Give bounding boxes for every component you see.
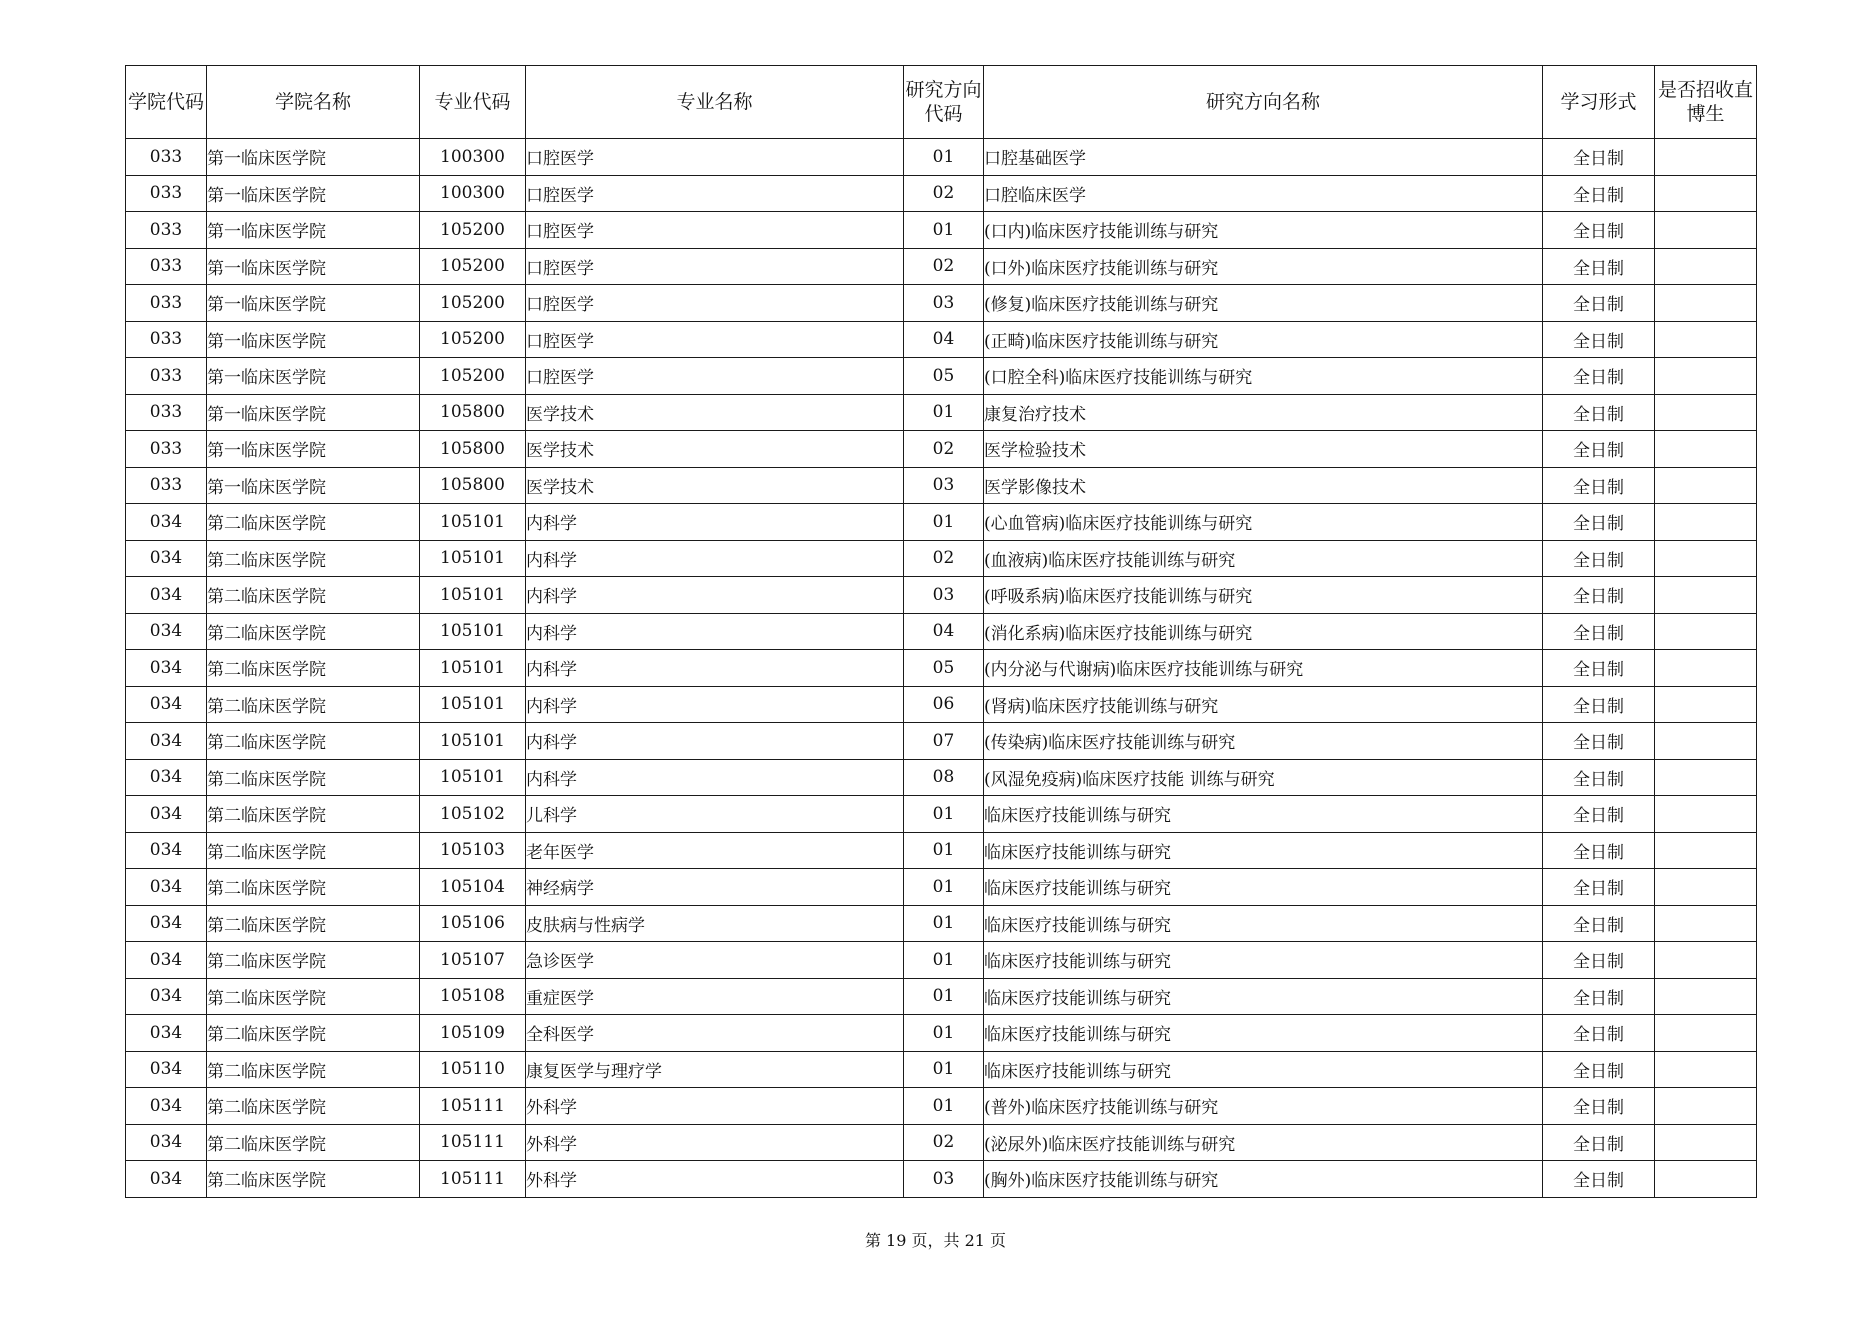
college-code-cell: 033 <box>126 139 207 176</box>
direction-name-cell: (肾病)临床医疗技能训练与研究 <box>984 686 1543 723</box>
major-name-cell: 内科学 <box>526 504 904 541</box>
direction-name-cell: (口外)临床医疗技能训练与研究 <box>984 248 1543 285</box>
study-mode-cell: 全日制 <box>1543 1088 1655 1125</box>
study-mode-cell: 全日制 <box>1543 759 1655 796</box>
direct-phd-cell <box>1655 285 1757 322</box>
major-code-cell: 105101 <box>420 686 526 723</box>
direction-code-cell: 01 <box>904 1088 984 1125</box>
college-code-cell: 034 <box>126 686 207 723</box>
direct-phd-cell <box>1655 613 1757 650</box>
major-code-cell: 105108 <box>420 978 526 1015</box>
major-name-cell: 内科学 <box>526 650 904 687</box>
college-code-cell: 034 <box>126 978 207 1015</box>
study-mode-cell: 全日制 <box>1543 1051 1655 1088</box>
direct-phd-cell <box>1655 1051 1757 1088</box>
college-name-cell: 第二临床医学院 <box>207 504 420 541</box>
college-name-cell: 第一临床医学院 <box>207 285 420 322</box>
table-row <box>126 577 1757 614</box>
major-code-cell: 105800 <box>420 394 526 431</box>
direction-name-cell: (内分泌与代谢病)临床医疗技能训练与研究 <box>984 650 1543 687</box>
direction-code-cell: 01 <box>904 905 984 942</box>
college-code-cell: 033 <box>126 212 207 249</box>
header-major-code: 专业代码 <box>420 66 526 139</box>
table-row <box>126 1088 1757 1125</box>
direct-phd-cell <box>1655 869 1757 906</box>
direct-phd-cell <box>1655 431 1757 468</box>
direct-phd-cell <box>1655 248 1757 285</box>
study-mode-cell: 全日制 <box>1543 248 1655 285</box>
header-college-code: 学院代码 <box>126 66 207 139</box>
college-code-cell: 034 <box>126 905 207 942</box>
major-code-cell: 105101 <box>420 613 526 650</box>
direct-phd-cell <box>1655 139 1757 176</box>
college-name-cell: 第二临床医学院 <box>207 650 420 687</box>
table-row <box>126 650 1757 687</box>
direction-name-cell: 临床医疗技能训练与研究 <box>984 905 1543 942</box>
direction-code-cell: 01 <box>904 796 984 833</box>
direction-code-cell: 01 <box>904 832 984 869</box>
college-code-cell: 034 <box>126 759 207 796</box>
college-code-cell: 033 <box>126 248 207 285</box>
college-name-cell: 第一临床医学院 <box>207 358 420 395</box>
major-name-cell: 内科学 <box>526 577 904 614</box>
major-name-cell: 全科医学 <box>526 1015 904 1052</box>
study-mode-cell: 全日制 <box>1543 467 1655 504</box>
major-name-cell: 外科学 <box>526 1161 904 1198</box>
major-code-cell: 105103 <box>420 832 526 869</box>
study-mode-cell: 全日制 <box>1543 650 1655 687</box>
header-major-name: 专业名称 <box>526 66 904 139</box>
major-name-cell: 口腔医学 <box>526 248 904 285</box>
college-code-cell: 034 <box>126 1015 207 1052</box>
major-name-cell: 儿科学 <box>526 796 904 833</box>
page-number: 第 19 页，共 21 页 <box>864 1231 1007 1250</box>
major-code-cell: 105110 <box>420 1051 526 1088</box>
college-code-cell: 034 <box>126 869 207 906</box>
major-code-cell: 105101 <box>420 504 526 541</box>
direction-name-cell: 口腔基础医学 <box>984 139 1543 176</box>
direction-name-cell: 口腔临床医学 <box>984 175 1543 212</box>
direct-phd-cell <box>1655 686 1757 723</box>
table-row <box>126 394 1757 431</box>
direction-code-cell: 01 <box>904 978 984 1015</box>
college-code-cell: 034 <box>126 1051 207 1088</box>
college-code-cell: 034 <box>126 577 207 614</box>
direction-name-cell: (口内)临床医疗技能训练与研究 <box>984 212 1543 249</box>
college-name-cell: 第一临床医学院 <box>207 321 420 358</box>
major-code-cell: 100300 <box>420 139 526 176</box>
major-code-cell: 105101 <box>420 759 526 796</box>
study-mode-cell: 全日制 <box>1543 613 1655 650</box>
direction-name-cell: 临床医疗技能训练与研究 <box>984 869 1543 906</box>
direct-phd-cell <box>1655 905 1757 942</box>
study-mode-cell: 全日制 <box>1543 139 1655 176</box>
direct-phd-cell <box>1655 1015 1757 1052</box>
table-row <box>126 832 1757 869</box>
table-row <box>126 358 1757 395</box>
college-name-cell: 第二临床医学院 <box>207 796 420 833</box>
college-code-cell: 033 <box>126 285 207 322</box>
major-code-cell: 105800 <box>420 467 526 504</box>
college-name-cell: 第二临床医学院 <box>207 869 420 906</box>
direction-code-cell: 03 <box>904 467 984 504</box>
major-code-cell: 105104 <box>420 869 526 906</box>
direction-code-cell: 04 <box>904 321 984 358</box>
table-row <box>126 1015 1757 1052</box>
direction-code-cell: 01 <box>904 1015 984 1052</box>
direct-phd-cell <box>1655 1124 1757 1161</box>
direction-code-cell: 01 <box>904 869 984 906</box>
direct-phd-cell <box>1655 1088 1757 1125</box>
table-row <box>126 759 1757 796</box>
major-name-cell: 口腔医学 <box>526 285 904 322</box>
college-code-cell: 033 <box>126 394 207 431</box>
college-name-cell: 第二临床医学院 <box>207 540 420 577</box>
direct-phd-cell <box>1655 321 1757 358</box>
major-code-cell: 105107 <box>420 942 526 979</box>
direction-code-cell: 03 <box>904 577 984 614</box>
direct-phd-cell <box>1655 212 1757 249</box>
direction-code-cell: 08 <box>904 759 984 796</box>
college-name-cell: 第二临床医学院 <box>207 723 420 760</box>
college-name-cell: 第二临床医学院 <box>207 1161 420 1198</box>
direction-name-cell: (普外)临床医疗技能训练与研究 <box>984 1088 1543 1125</box>
program-catalog-table <box>125 65 1757 1198</box>
direct-phd-cell <box>1655 504 1757 541</box>
direction-name-cell: 医学影像技术 <box>984 467 1543 504</box>
major-code-cell: 105200 <box>420 358 526 395</box>
direction-name-cell: (消化系病)临床医疗技能训练与研究 <box>984 613 1543 650</box>
study-mode-cell: 全日制 <box>1543 212 1655 249</box>
study-mode-cell: 全日制 <box>1543 905 1655 942</box>
study-mode-cell: 全日制 <box>1543 394 1655 431</box>
direct-phd-cell <box>1655 759 1757 796</box>
college-name-cell: 第一临床医学院 <box>207 394 420 431</box>
college-name-cell: 第二临床医学院 <box>207 577 420 614</box>
major-code-cell: 105101 <box>420 650 526 687</box>
major-name-cell: 急诊医学 <box>526 942 904 979</box>
direction-code-cell: 01 <box>904 504 984 541</box>
table-row <box>126 139 1757 176</box>
major-code-cell: 100300 <box>420 175 526 212</box>
college-code-cell: 034 <box>126 796 207 833</box>
college-name-cell: 第二临床医学院 <box>207 978 420 1015</box>
direct-phd-cell <box>1655 978 1757 1015</box>
study-mode-cell: 全日制 <box>1543 686 1655 723</box>
direction-name-cell: 医学检验技术 <box>984 431 1543 468</box>
major-name-cell: 内科学 <box>526 759 904 796</box>
direction-code-cell: 01 <box>904 394 984 431</box>
direction-name-cell: 临床医疗技能训练与研究 <box>984 942 1543 979</box>
college-name-cell: 第二临床医学院 <box>207 686 420 723</box>
header-direction-name: 研究方向名称 <box>984 66 1543 139</box>
study-mode-cell: 全日制 <box>1543 285 1655 322</box>
direction-code-cell: 01 <box>904 942 984 979</box>
table-row <box>126 978 1757 1015</box>
direction-code-cell: 06 <box>904 686 984 723</box>
direction-code-cell: 02 <box>904 431 984 468</box>
direct-phd-cell <box>1655 832 1757 869</box>
header-college-name: 学院名称 <box>207 66 420 139</box>
college-code-cell: 034 <box>126 540 207 577</box>
college-code-cell: 034 <box>126 1088 207 1125</box>
study-mode-cell: 全日制 <box>1543 504 1655 541</box>
college-code-cell: 033 <box>126 467 207 504</box>
table-row <box>126 942 1757 979</box>
table-row <box>126 723 1757 760</box>
direction-name-cell: (心血管病)临床医疗技能训练与研究 <box>984 504 1543 541</box>
college-name-cell: 第一临床医学院 <box>207 431 420 468</box>
direction-name-cell: 临床医疗技能训练与研究 <box>984 978 1543 1015</box>
college-name-cell: 第一临床医学院 <box>207 212 420 249</box>
direction-name-cell: (胸外)临床医疗技能训练与研究 <box>984 1161 1543 1198</box>
major-name-cell: 内科学 <box>526 686 904 723</box>
study-mode-cell: 全日制 <box>1543 431 1655 468</box>
direction-code-cell: 01 <box>904 139 984 176</box>
college-code-cell: 034 <box>126 1161 207 1198</box>
direction-name-cell: (泌尿外)临床医疗技能训练与研究 <box>984 1124 1543 1161</box>
direction-code-cell: 02 <box>904 248 984 285</box>
major-name-cell: 医学技术 <box>526 467 904 504</box>
major-code-cell: 105101 <box>420 577 526 614</box>
direction-code-cell: 03 <box>904 1161 984 1198</box>
college-code-cell: 033 <box>126 358 207 395</box>
direct-phd-cell <box>1655 358 1757 395</box>
direct-phd-cell <box>1655 1161 1757 1198</box>
college-name-cell: 第二临床医学院 <box>207 1015 420 1052</box>
college-name-cell: 第一临床医学院 <box>207 467 420 504</box>
major-code-cell: 105200 <box>420 212 526 249</box>
table-row <box>126 248 1757 285</box>
table-row <box>126 905 1757 942</box>
college-code-cell: 034 <box>126 1124 207 1161</box>
table-row <box>126 686 1757 723</box>
header-direct-phd: 是否招收直博生 <box>1655 66 1757 139</box>
direction-name-cell: 临床医疗技能训练与研究 <box>984 832 1543 869</box>
direction-code-cell: 02 <box>904 175 984 212</box>
major-code-cell: 105111 <box>420 1124 526 1161</box>
major-code-cell: 105111 <box>420 1161 526 1198</box>
college-name-cell: 第一临床医学院 <box>207 175 420 212</box>
study-mode-cell: 全日制 <box>1543 869 1655 906</box>
table-row <box>126 212 1757 249</box>
college-code-cell: 033 <box>126 431 207 468</box>
major-name-cell: 老年医学 <box>526 832 904 869</box>
table-body <box>126 139 1757 1198</box>
major-name-cell: 口腔医学 <box>526 139 904 176</box>
major-code-cell: 105111 <box>420 1088 526 1125</box>
direct-phd-cell <box>1655 796 1757 833</box>
major-name-cell: 口腔医学 <box>526 175 904 212</box>
college-name-cell: 第二临床医学院 <box>207 1051 420 1088</box>
direction-name-cell: (正畸)临床医疗技能训练与研究 <box>984 321 1543 358</box>
college-code-cell: 034 <box>126 504 207 541</box>
college-name-cell: 第二临床医学院 <box>207 613 420 650</box>
major-name-cell: 外科学 <box>526 1124 904 1161</box>
major-code-cell: 105106 <box>420 905 526 942</box>
study-mode-cell: 全日制 <box>1543 723 1655 760</box>
study-mode-cell: 全日制 <box>1543 321 1655 358</box>
study-mode-cell: 全日制 <box>1543 175 1655 212</box>
study-mode-cell: 全日制 <box>1543 577 1655 614</box>
direct-phd-cell <box>1655 577 1757 614</box>
direction-name-cell: 临床医疗技能训练与研究 <box>984 796 1543 833</box>
direct-phd-cell <box>1655 540 1757 577</box>
college-name-cell: 第一临床医学院 <box>207 139 420 176</box>
header-direction-code: 研究方向代码 <box>904 66 984 139</box>
table-row <box>126 1051 1757 1088</box>
major-name-cell: 内科学 <box>526 540 904 577</box>
study-mode-cell: 全日制 <box>1543 832 1655 869</box>
major-code-cell: 105102 <box>420 796 526 833</box>
table-row <box>126 796 1757 833</box>
college-name-cell: 第二临床医学院 <box>207 905 420 942</box>
direction-name-cell: 康复治疗技术 <box>984 394 1543 431</box>
direction-code-cell: 02 <box>904 1124 984 1161</box>
direct-phd-cell <box>1655 942 1757 979</box>
college-code-cell: 033 <box>126 321 207 358</box>
major-name-cell: 口腔医学 <box>526 212 904 249</box>
direct-phd-cell <box>1655 394 1757 431</box>
major-name-cell: 康复医学与理疗学 <box>526 1051 904 1088</box>
table-row <box>126 504 1757 541</box>
major-code-cell: 105200 <box>420 248 526 285</box>
major-name-cell: 口腔医学 <box>526 358 904 395</box>
college-name-cell: 第二临床医学院 <box>207 759 420 796</box>
table-row <box>126 285 1757 322</box>
direction-name-cell: (呼吸系病)临床医疗技能训练与研究 <box>984 577 1543 614</box>
direction-name-cell: 临床医疗技能训练与研究 <box>984 1015 1543 1052</box>
college-code-cell: 034 <box>126 723 207 760</box>
table-row <box>126 321 1757 358</box>
study-mode-cell: 全日制 <box>1543 942 1655 979</box>
direction-name-cell: (修复)临床医疗技能训练与研究 <box>984 285 1543 322</box>
table-row <box>126 175 1757 212</box>
direct-phd-cell <box>1655 650 1757 687</box>
study-mode-cell: 全日制 <box>1543 796 1655 833</box>
direction-name-cell: (传染病)临床医疗技能训练与研究 <box>984 723 1543 760</box>
college-name-cell: 第二临床医学院 <box>207 942 420 979</box>
direction-code-cell: 04 <box>904 613 984 650</box>
study-mode-cell: 全日制 <box>1543 358 1655 395</box>
college-name-cell: 第一临床医学院 <box>207 248 420 285</box>
college-code-cell: 034 <box>126 650 207 687</box>
table-row <box>126 613 1757 650</box>
table-row <box>126 467 1757 504</box>
major-code-cell: 105800 <box>420 431 526 468</box>
study-mode-cell: 全日制 <box>1543 1124 1655 1161</box>
table-row <box>126 431 1757 468</box>
direction-name-cell: 临床医疗技能训练与研究 <box>984 1051 1543 1088</box>
direction-name-cell: (血液病)临床医疗技能训练与研究 <box>984 540 1543 577</box>
direct-phd-cell <box>1655 175 1757 212</box>
direction-code-cell: 01 <box>904 212 984 249</box>
table-row <box>126 869 1757 906</box>
direction-code-cell: 03 <box>904 285 984 322</box>
table-header-row <box>126 66 1757 139</box>
college-name-cell: 第二临床医学院 <box>207 1088 420 1125</box>
direction-code-cell: 02 <box>904 540 984 577</box>
direct-phd-cell <box>1655 467 1757 504</box>
major-name-cell: 重症医学 <box>526 978 904 1015</box>
direction-code-cell: 05 <box>904 650 984 687</box>
college-code-cell: 033 <box>126 175 207 212</box>
major-name-cell: 皮肤病与性病学 <box>526 905 904 942</box>
major-name-cell: 外科学 <box>526 1088 904 1125</box>
major-code-cell: 105200 <box>420 285 526 322</box>
major-name-cell: 医学技术 <box>526 431 904 468</box>
direction-code-cell: 07 <box>904 723 984 760</box>
college-name-cell: 第二临床医学院 <box>207 832 420 869</box>
table-row <box>126 1161 1757 1198</box>
major-name-cell: 内科学 <box>526 723 904 760</box>
college-code-cell: 034 <box>126 942 207 979</box>
major-name-cell: 口腔医学 <box>526 321 904 358</box>
direction-code-cell: 01 <box>904 1051 984 1088</box>
major-name-cell: 神经病学 <box>526 869 904 906</box>
study-mode-cell: 全日制 <box>1543 1161 1655 1198</box>
college-code-cell: 034 <box>126 832 207 869</box>
direct-phd-cell <box>1655 723 1757 760</box>
major-name-cell: 医学技术 <box>526 394 904 431</box>
table-row <box>126 1124 1757 1161</box>
major-name-cell: 内科学 <box>526 613 904 650</box>
header-study-mode: 学习形式 <box>1543 66 1655 139</box>
major-code-cell: 105200 <box>420 321 526 358</box>
direction-name-cell: (口腔全科)临床医疗技能训练与研究 <box>984 358 1543 395</box>
study-mode-cell: 全日制 <box>1543 540 1655 577</box>
table-row <box>126 540 1757 577</box>
major-code-cell: 105109 <box>420 1015 526 1052</box>
college-name-cell: 第二临床医学院 <box>207 1124 420 1161</box>
study-mode-cell: 全日制 <box>1543 1015 1655 1052</box>
direction-code-cell: 05 <box>904 358 984 395</box>
study-mode-cell: 全日制 <box>1543 978 1655 1015</box>
college-code-cell: 034 <box>126 613 207 650</box>
direction-name-cell: (风湿免疫病)临床医疗技能 训练与研究 <box>984 759 1543 796</box>
major-code-cell: 105101 <box>420 723 526 760</box>
major-code-cell: 105101 <box>420 540 526 577</box>
